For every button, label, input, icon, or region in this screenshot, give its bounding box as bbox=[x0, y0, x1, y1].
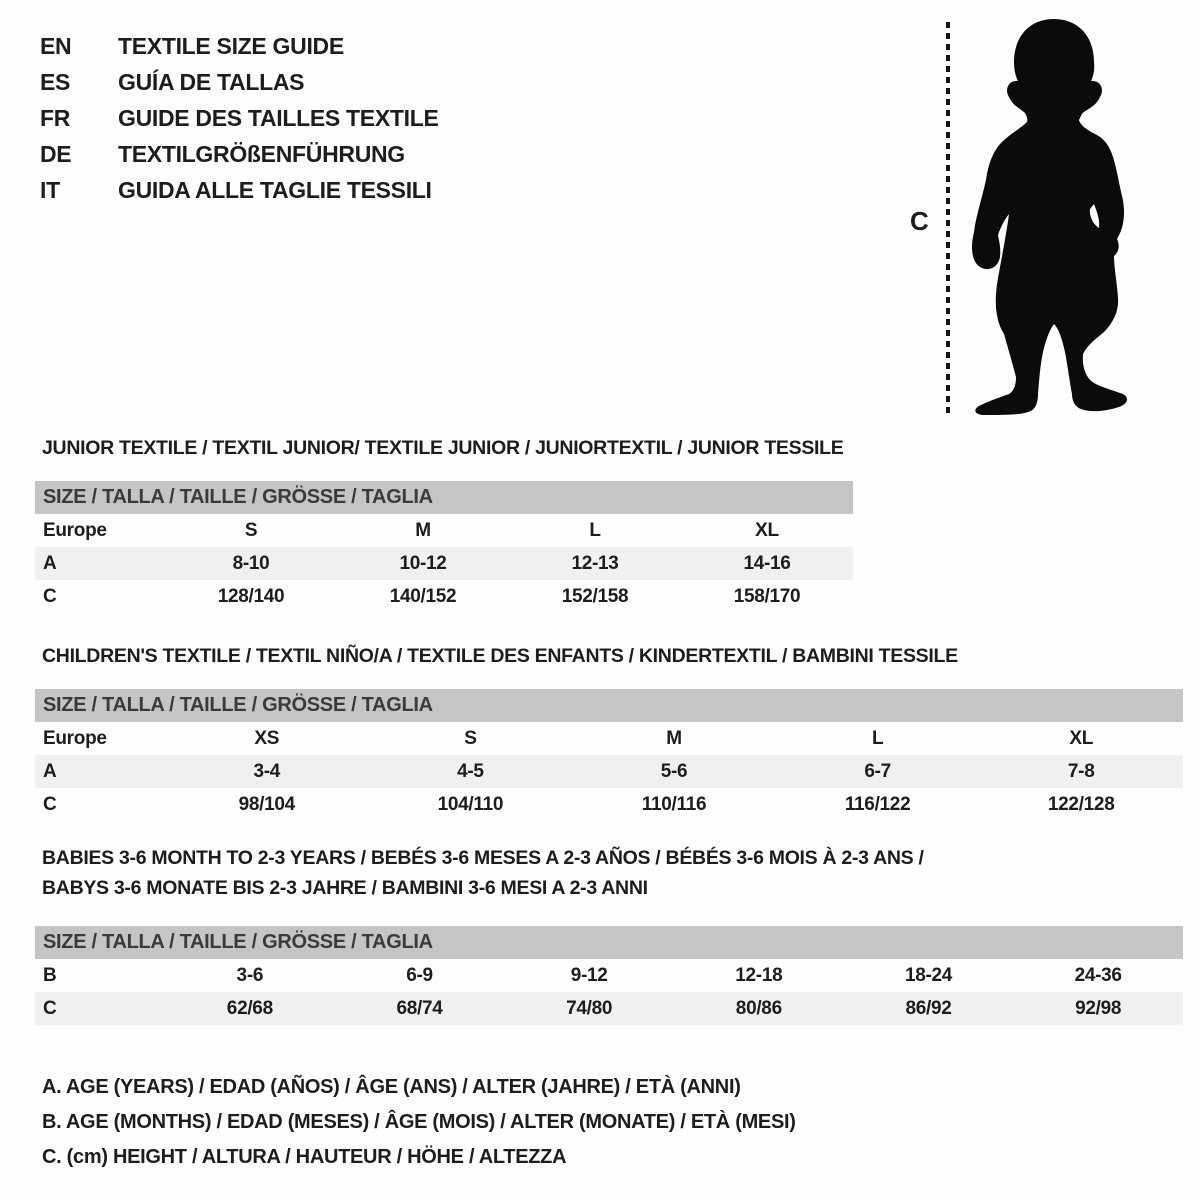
legend-line-b: B. AGE (MONTHS) / EDAD (MESES) / ÂGE (MOIS) / ALTER (MONATE) / ETÀ (MESI) bbox=[42, 1111, 796, 1133]
lang-title: GUIDA ALLE TAGLIE TESSILI bbox=[118, 177, 432, 203]
size-column: L bbox=[589, 519, 601, 541]
cell: 140/152 bbox=[389, 585, 457, 607]
row-label: C bbox=[43, 585, 57, 607]
size-column: XL bbox=[1069, 727, 1094, 749]
size-header-bar: SIZE / TALLA / TAILLE / GRÖSSE / TAGLIA bbox=[35, 926, 1183, 959]
toddler-silhouette-icon bbox=[966, 16, 1146, 418]
cell: 110/116 bbox=[641, 793, 707, 815]
row-label: C bbox=[43, 793, 57, 815]
cell: 6-7 bbox=[864, 760, 891, 782]
table-row-height bbox=[35, 788, 1183, 821]
cell: 24-36 bbox=[1074, 964, 1122, 986]
lang-code: DE bbox=[40, 141, 72, 167]
row-label: B bbox=[43, 964, 57, 986]
cell: 12-18 bbox=[735, 964, 783, 986]
cell: 4-5 bbox=[457, 760, 484, 782]
size-header-bar: SIZE / TALLA / TAILLE / GRÖSSE / TAGLIA bbox=[35, 689, 1183, 722]
cell: 86/92 bbox=[905, 997, 952, 1019]
lang-title: TEXTILGRÖßENFÜHRUNG bbox=[118, 141, 405, 167]
cell: 14-16 bbox=[743, 552, 791, 574]
cell: 98/104 bbox=[238, 793, 295, 815]
measure-legend bbox=[42, 1070, 796, 1175]
language-title-block bbox=[40, 28, 439, 208]
row-label: A bbox=[43, 552, 57, 574]
legend-line-c: C. (cm) HEIGHT / ALTURA / HAUTEUR / HÖHE / ALTEZZA bbox=[42, 1146, 567, 1168]
row-label: C bbox=[43, 997, 57, 1019]
height-measure-label: C bbox=[910, 206, 929, 236]
lang-code: EN bbox=[40, 33, 72, 59]
region-label: Europe bbox=[43, 519, 107, 541]
size-column: L bbox=[871, 727, 884, 749]
cell: 10-12 bbox=[399, 552, 447, 574]
cell: 74/80 bbox=[566, 997, 613, 1019]
lang-title: TEXTILE SIZE GUIDE bbox=[118, 33, 344, 59]
cell: 7-8 bbox=[1067, 760, 1095, 782]
legend-line-a: A. AGE (YEARS) / EDAD (AÑOS) / ÂGE (ANS) / ALTER (JAHRE) / ETÀ (ANNI) bbox=[42, 1076, 741, 1098]
table-row-height bbox=[35, 992, 1183, 1025]
region-label: Europe bbox=[43, 727, 107, 749]
row-label: A bbox=[43, 760, 57, 782]
table-row-months bbox=[35, 959, 1183, 992]
cell: 5-6 bbox=[660, 760, 688, 782]
babies-size-table bbox=[35, 926, 1183, 1025]
junior-size-table bbox=[35, 481, 853, 613]
babies-title-line1: BABIES 3-6 MONTH TO 2-3 YEARS / BEBÉS 3-6 MESES A 2-3 AÑOS / BÉBÉS 3-6 MOIS À 2-3 ANS / bbox=[42, 847, 924, 869]
lang-code: IT bbox=[40, 177, 60, 203]
babies-section-title bbox=[42, 843, 924, 903]
cell: 6-9 bbox=[406, 964, 433, 986]
babies-title-line2: BABYS 3-6 MONATE BIS 2-3 JAHRE / BAMBINI 3-6 MESI A 2-3 ANNI bbox=[42, 877, 648, 899]
lang-row-fr bbox=[40, 100, 439, 136]
cell: 9-12 bbox=[570, 964, 608, 986]
cell: 68/74 bbox=[396, 997, 443, 1019]
size-column: S bbox=[464, 727, 477, 749]
junior-section-title: JUNIOR TEXTILE / TEXTIL JUNIOR/ TEXTILE JUNIOR / JUNIORTEXTIL / JUNIOR TESSILE bbox=[42, 437, 844, 459]
cell: 104/110 bbox=[437, 793, 504, 815]
cell: 128/140 bbox=[217, 585, 285, 607]
cell: 18-24 bbox=[904, 964, 953, 986]
cell: 8-10 bbox=[232, 552, 270, 574]
cell: 80/86 bbox=[735, 997, 782, 1019]
size-column: XL bbox=[755, 519, 779, 541]
size-column: M bbox=[415, 519, 431, 541]
lang-row-es bbox=[40, 64, 439, 100]
lang-title: GUIDE DES TAILLES TEXTILE bbox=[118, 105, 439, 131]
lang-code: ES bbox=[40, 69, 71, 95]
cell: 62/68 bbox=[226, 997, 273, 1019]
cell: 3-6 bbox=[236, 964, 264, 986]
lang-title: GUÍA DE TALLAS bbox=[118, 69, 305, 95]
size-column: M bbox=[666, 727, 682, 749]
cell: 92/98 bbox=[1075, 997, 1122, 1019]
size-column: XS bbox=[254, 727, 280, 749]
column-header-row bbox=[35, 722, 1183, 755]
lang-row-en bbox=[40, 28, 439, 64]
cell: 116/122 bbox=[844, 793, 911, 815]
lang-code: FR bbox=[40, 105, 71, 131]
height-measure-dashed-line bbox=[946, 22, 950, 414]
cell: 158/170 bbox=[733, 585, 801, 607]
children-size-table bbox=[35, 689, 1183, 821]
cell: 3-4 bbox=[253, 760, 281, 782]
cell: 122/128 bbox=[1047, 793, 1115, 815]
size-column: S bbox=[244, 519, 258, 541]
cell: 152/158 bbox=[561, 585, 629, 607]
table-row-age bbox=[35, 547, 853, 580]
column-header-row bbox=[35, 514, 853, 547]
size-header-bar: SIZE / TALLA / TAILLE / GRÖSSE / TAGLIA bbox=[35, 481, 853, 514]
children-section-title: CHILDREN'S TEXTILE / TEXTIL NIÑO/A / TEXTILE DES ENFANTS / KINDERTEXTIL / BAMBINI TESSILE bbox=[42, 645, 958, 667]
cell: 12-13 bbox=[571, 552, 619, 574]
lang-row-it bbox=[40, 172, 439, 208]
lang-row-de bbox=[40, 136, 439, 172]
table-row-age bbox=[35, 755, 1183, 788]
table-row-height bbox=[35, 580, 853, 613]
